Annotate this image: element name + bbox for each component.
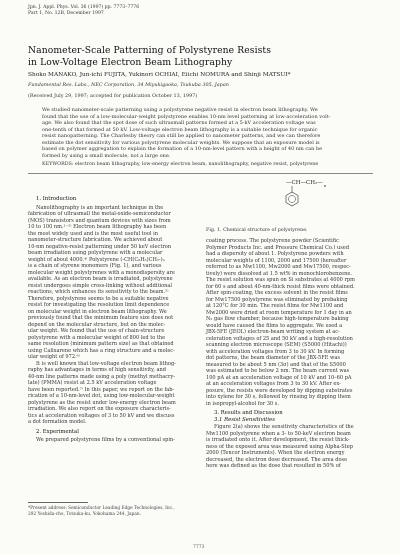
footnote xyxy=(28,506,198,517)
text-line: resist for investigating the resolution limit dependence xyxy=(28,302,170,308)
abstract-line: one-tenth of that formed at 50 kV. Low-voltage electron beam lithography is a suitable technique for organic xyxy=(42,126,318,133)
abstract-line: resist nanopatterning. The Charlesby theory can still be applied to nanometer patterns, and we can therefore xyxy=(42,133,321,139)
text-line: Nanolithography is an important technique in the xyxy=(36,204,164,211)
text-line: posure, the resists were developed by dipping substrates xyxy=(206,387,353,394)
text-line: with acceleration voltages from 3 to 30 kV. In forming xyxy=(206,348,345,355)
text-line: was estimated to be below 2 nm. The beam current was xyxy=(206,368,350,374)
text-line: weight of about 4000.⁴⁾ Polystyrene (-CH(C₆H₅)CH₂-)ₙ xyxy=(28,256,165,263)
text-line: for Mw17500 polystyrene was eliminated by prebaking xyxy=(206,296,348,303)
text-line: fabrication of ultrasmall the metal-oxide-semiconductor xyxy=(28,211,171,217)
text-line: N₂ gas flow chamber, because high-temperature baking xyxy=(206,316,349,322)
intro-body xyxy=(28,205,196,426)
text-line: We prepared polystyrene films by a conventional spin- xyxy=(36,437,175,443)
text-line: for 60 s and about 40-nm-thick resist films were obtained. xyxy=(206,283,355,290)
text-line: resist undergoes simple cross-linking without additional xyxy=(28,282,173,289)
text-line: ular weight of 972.⁶⁾ xyxy=(28,354,80,360)
text-line: is a chain of styrene monomers (Fig. 1), and various xyxy=(28,263,162,269)
title-line-1: Nanometer-Scale Patterning of Polystyrene Resists xyxy=(28,45,272,56)
text-line: decreased, the electron dose decreased. The area dose xyxy=(206,456,348,463)
text-line: irradiation. We also report on the exposure characteris- xyxy=(28,406,171,412)
footnote-line: *Present address: Semiconductor Leading Edge Technologies, Inc., xyxy=(28,506,175,511)
text-line: molecular weight polystyrenes with a monodispersity are xyxy=(28,269,175,276)
abstract-line: formed by using a small molecule, not a large one. xyxy=(42,152,171,159)
text-line: using Calixarene which has a ring structure and a molec- xyxy=(28,347,175,354)
text-line: JBX-5FE (JEOL) electron-beam writing system at ac- xyxy=(206,329,340,335)
text-line: available. As an electron beam is irradiated, polystyrene xyxy=(28,276,173,282)
text-line: had a dispersity of about 1. Polystyrene powders with xyxy=(206,251,344,257)
subsection-heading: 3.1 Resist Sensitivities xyxy=(214,416,275,423)
text-line: would have caused the films to aggregate. We used a xyxy=(206,322,343,329)
text-line: scanning electron microscope (SEM) (S5000 (Hitachi)) xyxy=(206,342,347,348)
right-column xyxy=(206,238,373,470)
text-line: Polymer Products Inc. and Pressure Chemical Co.) used xyxy=(206,244,350,251)
journal-citation: Jpn. J. Appl. Phys. Vol. 36 (1997) pp. 7773–7776 xyxy=(28,5,140,10)
text-line: 2000 (Tencor Instruments). When the electron energy xyxy=(206,450,345,456)
text-line: 10-nm negative-resist patterning under 50 keV electron xyxy=(28,243,172,250)
text-line: have been reported.⁷⁾ In this paper, we report on the fab- xyxy=(28,386,175,393)
text-line: raphy has advantages in terms of high sensitivity, and xyxy=(28,367,166,373)
text-line: is irradiated onto it. After development, the resist thick- xyxy=(206,437,350,443)
keywords: KEYWORDS: electron beam lithography, low-energy electron beam, nanolithography, negative resist, polystyrene xyxy=(42,162,319,167)
figure-caption: Fig. 1. Chemical structure of polystyrene. xyxy=(206,228,308,233)
results-heading: 3. Results and Discussion xyxy=(214,410,283,416)
structure-formula: —CH—CH₂— xyxy=(286,180,323,186)
text-line: at an acceleration voltages from 3 to 30 kV. After ex- xyxy=(206,381,341,387)
text-line: celeration voltages of 25 and 50 kV and a high-resolution xyxy=(206,335,353,342)
paper-title xyxy=(28,45,271,68)
text-line: coating process. The polystyrene powder (Scientific xyxy=(206,238,339,244)
text-line: Mw2000 were dried at room temperature for 1 day in an xyxy=(206,309,352,316)
text-line: same resolution (minimum pattern size) as that obtained xyxy=(28,341,174,347)
text-line: 10 to 100 nm.¹⁻³⁾ Electron beam lithography has been xyxy=(28,224,167,230)
text-line: at 120°C for 30 min. The resist films for Mw1100 and xyxy=(206,303,344,309)
experimental-heading: 2. Experimental xyxy=(36,428,79,435)
text-line: tively) were dissolved at 1.5 wt% in monochlorobenzene. xyxy=(206,270,352,277)
text-line: a dot formation model. xyxy=(28,419,87,425)
journal-header xyxy=(28,5,139,17)
text-line: It is well known that low-voltage electron beam lithog- xyxy=(36,360,176,367)
text-line: Mw1100 polystyrene when a 3- to 50-keV electron beam xyxy=(206,430,351,437)
structure-subscript: n xyxy=(324,184,327,188)
text-line: depend on the molecular structure, but on the molec- xyxy=(28,321,166,328)
text-line: ness of the exposed area was measured using Alpha-Step xyxy=(206,443,354,450)
text-line: The resist solution was spun on Si substrates at 4000 rpm xyxy=(206,277,355,283)
received-dates: (Received July 29, 1997; accepted for publication October 13, 1997) xyxy=(28,93,198,99)
title-line-2: in Low-Voltage Electron Beam Lithography xyxy=(28,56,233,68)
text-line: (MOS) transistors and quantum devices with sizes from xyxy=(28,217,171,224)
journal-part: Part 1, No. 12B, December 1997 xyxy=(28,11,104,17)
text-line: After spin-coating, the excess solvent in the resist films xyxy=(206,290,348,296)
abstract-line: found that the use of a low-molecular-weight polystyrene enables 10-nm level patterning at low-acceleration volt- xyxy=(42,113,331,120)
text-line: in isopropyl-alcohol for 30 s. xyxy=(206,400,279,407)
abstract-line: We studied nanometer-scale patterning using a polystyrene negative resist in electron beam lithography. We xyxy=(42,107,318,113)
text-line: dot patterns, the beam diameter of the JBX-5FE was xyxy=(206,355,340,361)
benzene-ring-icon xyxy=(286,192,298,206)
abstract-line: based on polymer aggregation to explain the formation of a 10-nm-level pattern with a height of 40 nm can be xyxy=(42,146,323,152)
footnote-rule xyxy=(28,502,88,503)
text-line: referred to as Mw1100, Mw2000 and Mw17500, respec- xyxy=(206,264,351,270)
intro-heading: 1. Introduction xyxy=(36,196,77,202)
text-line: nanometer-structure fabrication. We achieved about xyxy=(28,237,163,243)
abstract-line: age. We also found that the spot dose of such ultrasmall patterns formed at a 5-kV acceleration voltage was xyxy=(42,120,316,126)
text-line: molecular weights of 1100, 2000 and 17500 (hereafter xyxy=(206,257,347,264)
text-line: on molecular weight in electron beam lithography. We xyxy=(28,308,167,315)
text-line: into xylene for 30 s, followed by rinsing by dipping them xyxy=(206,394,351,400)
footnote-line: 292 Yoshida-cho, Totsuka-ku, Yokohama 244, Japan. xyxy=(28,511,141,517)
text-line: ular weight. We found that the use of chain-structure xyxy=(28,328,165,334)
text-line: 100 pA at an acceleration voltage of 10 kV and 10–60 pA xyxy=(206,374,352,381)
page-number: 7773 xyxy=(193,545,205,550)
left-column xyxy=(28,196,196,444)
text-line: polystyrene as the resist under low-energy electron beam xyxy=(28,399,176,406)
text-line: beam irradiation using polystyrene with a molecular xyxy=(28,250,163,256)
text-line: rication of a 10-nm-level dot, using low-molecular-weight xyxy=(28,393,175,399)
text-line: 40-nm line patterns made using a poly (methyl methacry- xyxy=(28,373,176,380)
author-list: Shoko MANAKO, Jun-ichi FUJITA, Yukinori OCHIAI, Eiichi NOMURA and Shinji MATSUI* xyxy=(28,72,291,78)
aromatic-circle xyxy=(289,196,296,203)
abstract xyxy=(42,107,374,159)
text-line: Figure 2(a) shows the sensitivity characteristics of the xyxy=(214,424,354,430)
text-line: late) (PMMA) resist at 2.5 kV acceleration voltage xyxy=(28,380,157,386)
section-divider xyxy=(28,173,373,174)
text-line: previously found that the minimum feature size does not xyxy=(28,315,174,321)
polystyrene-structure-figure xyxy=(280,178,340,218)
text-line: measured to be about 5 nm (3σ) and that of the S5000 xyxy=(206,361,346,368)
text-line: here was defined as the dose that resulted in 50% of xyxy=(206,463,341,469)
abstract-line: estimate the dot sensitivity for various polystyrene molecular weights. We suppose that an exposure model is xyxy=(42,139,320,146)
text-line: reactions, which enhances its sensitivity to the beam.⁵⁾ xyxy=(28,289,169,295)
text-line: Therefore, polystyrene seems to be a suitable negative xyxy=(28,295,169,302)
text-line: the most widely used and is the most useful tool in xyxy=(28,230,158,237)
text-line: polystyrene with a molecular weight of 800 led to the xyxy=(28,334,166,341)
text-line: tics at acceleration voltages of 3 to 50 kV and we discuss xyxy=(28,412,175,419)
affiliation: Fundamental Res. Labs., NEC Corporation, 34 Miyukigaoka, Tsukuba 305, Japan xyxy=(28,82,229,88)
